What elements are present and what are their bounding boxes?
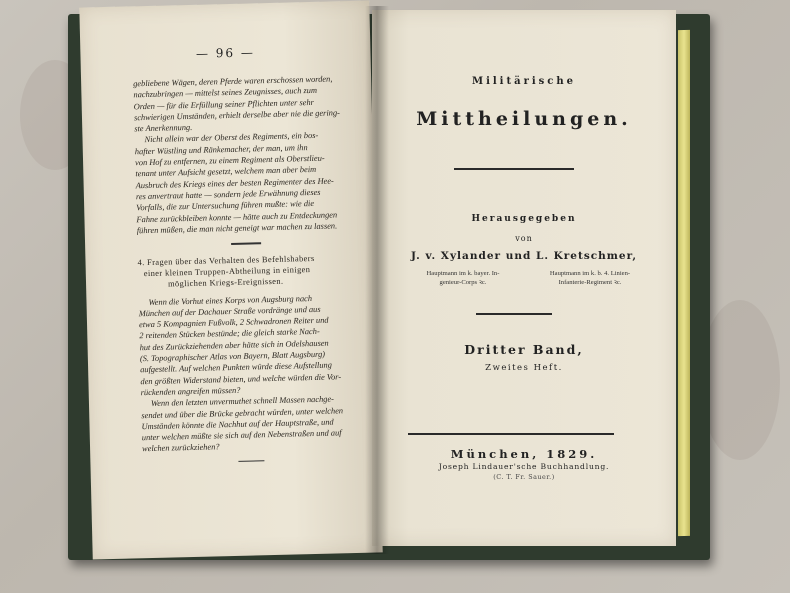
text-line: Ausbruch des Kriegs eines der besten Regimenter des Hee- [135, 176, 334, 190]
publisher: Joseph Lindauer'sche Buchhandlung. [438, 462, 610, 471]
text-line: rückenden angreifen müssen? [140, 385, 241, 398]
page-number: — 96 — [195, 45, 256, 61]
text-line: res anvertraut hatte — sondern jede Erwähnung dieses [135, 187, 321, 202]
editor-affiliation-left [398, 269, 528, 287]
text-line: (S. Topographischer Atlas von Bayern, Blatt Augsburg) [139, 349, 326, 364]
text-line: München auf der Dachauer Straße vordränge und aus [138, 304, 321, 319]
text-line: 2 reitenden Stücken bestünde; die gleich starke Nach- [139, 327, 320, 341]
text-line: führen müßen, die man nicht geneigt war machen zu lassen. [136, 221, 338, 236]
text-line: unter welchen müßte sie sich auf den Nebenstraßen und auf [141, 428, 342, 443]
title-small: Militärische [472, 76, 576, 87]
text-line: hut des Zurückziehenden aber hätte sich in Odelshausen [139, 338, 329, 352]
affiliation-line: genieur-Corps ꝛc. [439, 279, 487, 286]
text-line: Wenn die Vorhut eines Korps von Augsburg nach [148, 293, 313, 307]
imprint-divider [408, 433, 614, 435]
text-line: aufgestellt. Auf welchen Punkten würde diese Aufstellung [140, 360, 332, 375]
text-line: ste Anerkennung. [134, 123, 193, 134]
text-line: tenant unter Aufsicht gesetzt, welchem man aber beim [135, 165, 317, 179]
editor-divider [476, 313, 552, 315]
section-heading: möglichen Kriegs-Ereignissen. [167, 276, 284, 289]
text-line: etwa 5 Kompagnien Fußvolk, 2 Schwadronen Reiter und [138, 315, 329, 330]
affiliation-line: Infanterie-Regiment ꝛc. [558, 279, 622, 286]
text-line: Umständen könnte die Nachhut auf der Hauptstraße, und [141, 417, 334, 432]
von-label: von [515, 234, 533, 243]
editor-intro: Herausgegeben [471, 214, 577, 224]
spine-shadow [365, 6, 389, 554]
affiliation-line: Hauptmann im k. b. 4. Linien- [549, 270, 631, 277]
text-line: welchen zurückziehen? [141, 442, 220, 454]
end-divider [238, 460, 264, 462]
affiliation-line: Hauptmann im k. bayer. In- [426, 270, 500, 277]
section-heading: 4. Fragen über das Verhalten des Befehlshabers [137, 253, 315, 267]
issue-label: Zweites Heft. [485, 363, 563, 373]
text-line: den größten Widerstand bieten, und welche würden die Vor- [140, 371, 342, 386]
text-line: hafter Wüstling und Ränkemacher, der man, um ihn [134, 142, 308, 157]
text-line: nachzubringen — mittelst seines Zeugnisses, auch zum [133, 86, 318, 100]
text-line: sendet und über die Brücke gebracht würden, unter welchen [141, 405, 344, 420]
text-line: Fahne zurückbleiben konnte — hätte auch zu Entdeckungen [136, 209, 338, 224]
text-line: Nicht allein war der Oberst des Regiments, ein bos- [144, 131, 319, 145]
left-page [79, 1, 382, 560]
editor-affiliation-right [530, 269, 650, 287]
right-page [372, 10, 676, 546]
text-line: schwierigen Umständen, erhielt derselbe aber nie die gering- [133, 108, 340, 123]
table-stain [700, 300, 780, 460]
text-line: Orden — für die Erfüllung seiner Pflichten unter sehr [133, 97, 314, 111]
section-divider [231, 242, 261, 244]
title-divider [454, 168, 574, 170]
text-line: Wenn den letzten unvermuthet schnell Massen nachge- [150, 394, 335, 409]
text-line: gebliebene Wägen, deren Pferde waren erschossen worden, [133, 74, 333, 89]
volume-label: Dritter Band, [464, 342, 584, 357]
publisher-sub: (C. T. Fr. Sauer.) [493, 473, 555, 481]
title-large: Mittheilungen. [416, 108, 632, 130]
section-heading: einer kleinen Truppen-Abtheilung in einigen [143, 265, 311, 279]
imprint-place-year: München, 1829. [450, 447, 598, 461]
text-line: Vorfalls, die zur Untersuchung führen mußte: wie die [136, 199, 315, 213]
left-page-text [133, 73, 360, 464]
editors: J. v. Xylander und L. Kretschmer, [410, 250, 637, 262]
page-edge [678, 30, 690, 536]
text-line: von Hof zu entfernen, zu einem Regiment als Oberstlieu- [135, 153, 325, 168]
